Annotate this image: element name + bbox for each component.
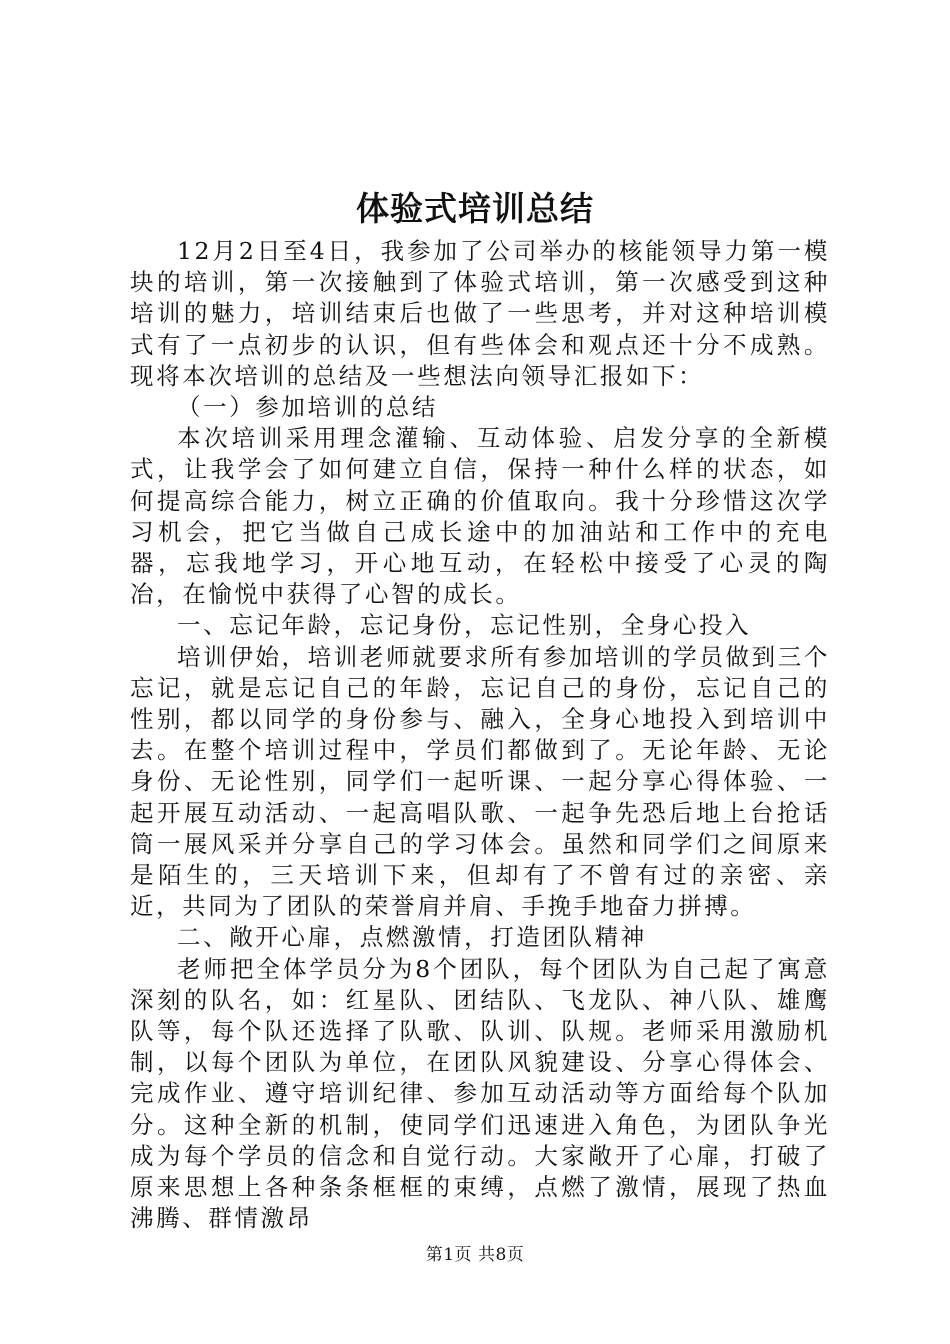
document-body xyxy=(130,236,830,1235)
paragraph-intro: 12月2日至4日，我参加了公司举办的核能领导力第一模块的培训，第一次接触到了体验式培训，第一次感受到这种培训的魅力，培训结束后也做了一些思考，并对这种培训模式有了一点初步的认识，但有些体会和观点还十分不成熟。现将本次培训的总结及一些想法向领导汇报如下： xyxy=(130,237,830,390)
section-heading-two: 二、敞开心扉，点燃激情，打造团队精神 xyxy=(177,923,647,952)
section-heading-summary: （一）参加培训的总结 xyxy=(177,393,438,422)
section-heading-one: 一、忘记年龄，忘记身份，忘记性别，全身心投入 xyxy=(177,611,752,640)
page-footer: 第1页 共8页 xyxy=(425,1245,525,1265)
paragraph-summary: 本次培训采用理念灌输、互动体验、启发分享的全新模式，让我学会了如何建立自信，保持一种什么样的状态，如何提高综合能力，树立正确的价值取向。我十分珍惜这次学习机会，把它当做自己成长途中的加油站和工作中的充电器，忘我地学习，开心地互动，在轻松中接受了心灵的陶冶，在愉悦中获得了心智的成长。 xyxy=(130,424,830,609)
paragraph-one: 培训伊始，培训老师就要求所有参加培训的学员做到三个忘记，就是忘记自己的年龄，忘记自己的身份，忘记自己的性别，都以同学的身份参与、融入，全身心地投入到培训中去。在整个培训过程中，学员们都做到了。无论年龄、无论身份、无论性别，同学们一起听课、一起分享心得体验、一起开展互动活动、一起高唱队歌、一起争先恐后地上台抢话筒一展风采并分享自己的学习体会。虽然和同学们之间原来是陌生的，三天培训下来，但却有了不曾有过的亲密、亲近，共同为了团队的荣誉肩并肩、手挽手地奋力拼搏。 xyxy=(130,642,830,921)
document-title: 体验式培训总结 xyxy=(356,189,594,228)
paragraph-two: 老师把全体学员分为8个团队，每个团队为自己起了寓意深刻的队名，如：红星队、团结队、飞龙队、神八队、雄鹰队等，每个队还选择了队歌、队训、队规。老师采用激励机制，以每个团队为单位，在团队风貌建设、分享心得体会、完成作业、遵守培训纪律、参加互动活动等方面给每个队加分。这种全新的机制，使同学们迅速进入角色，为团队争光成为每个学员的信念和自觉行动。大家敞开了心扉，打破了原来思想上各种条条框框的束缚，点燃了激情，展现了热血沸腾、群情激昂 xyxy=(130,954,830,1233)
